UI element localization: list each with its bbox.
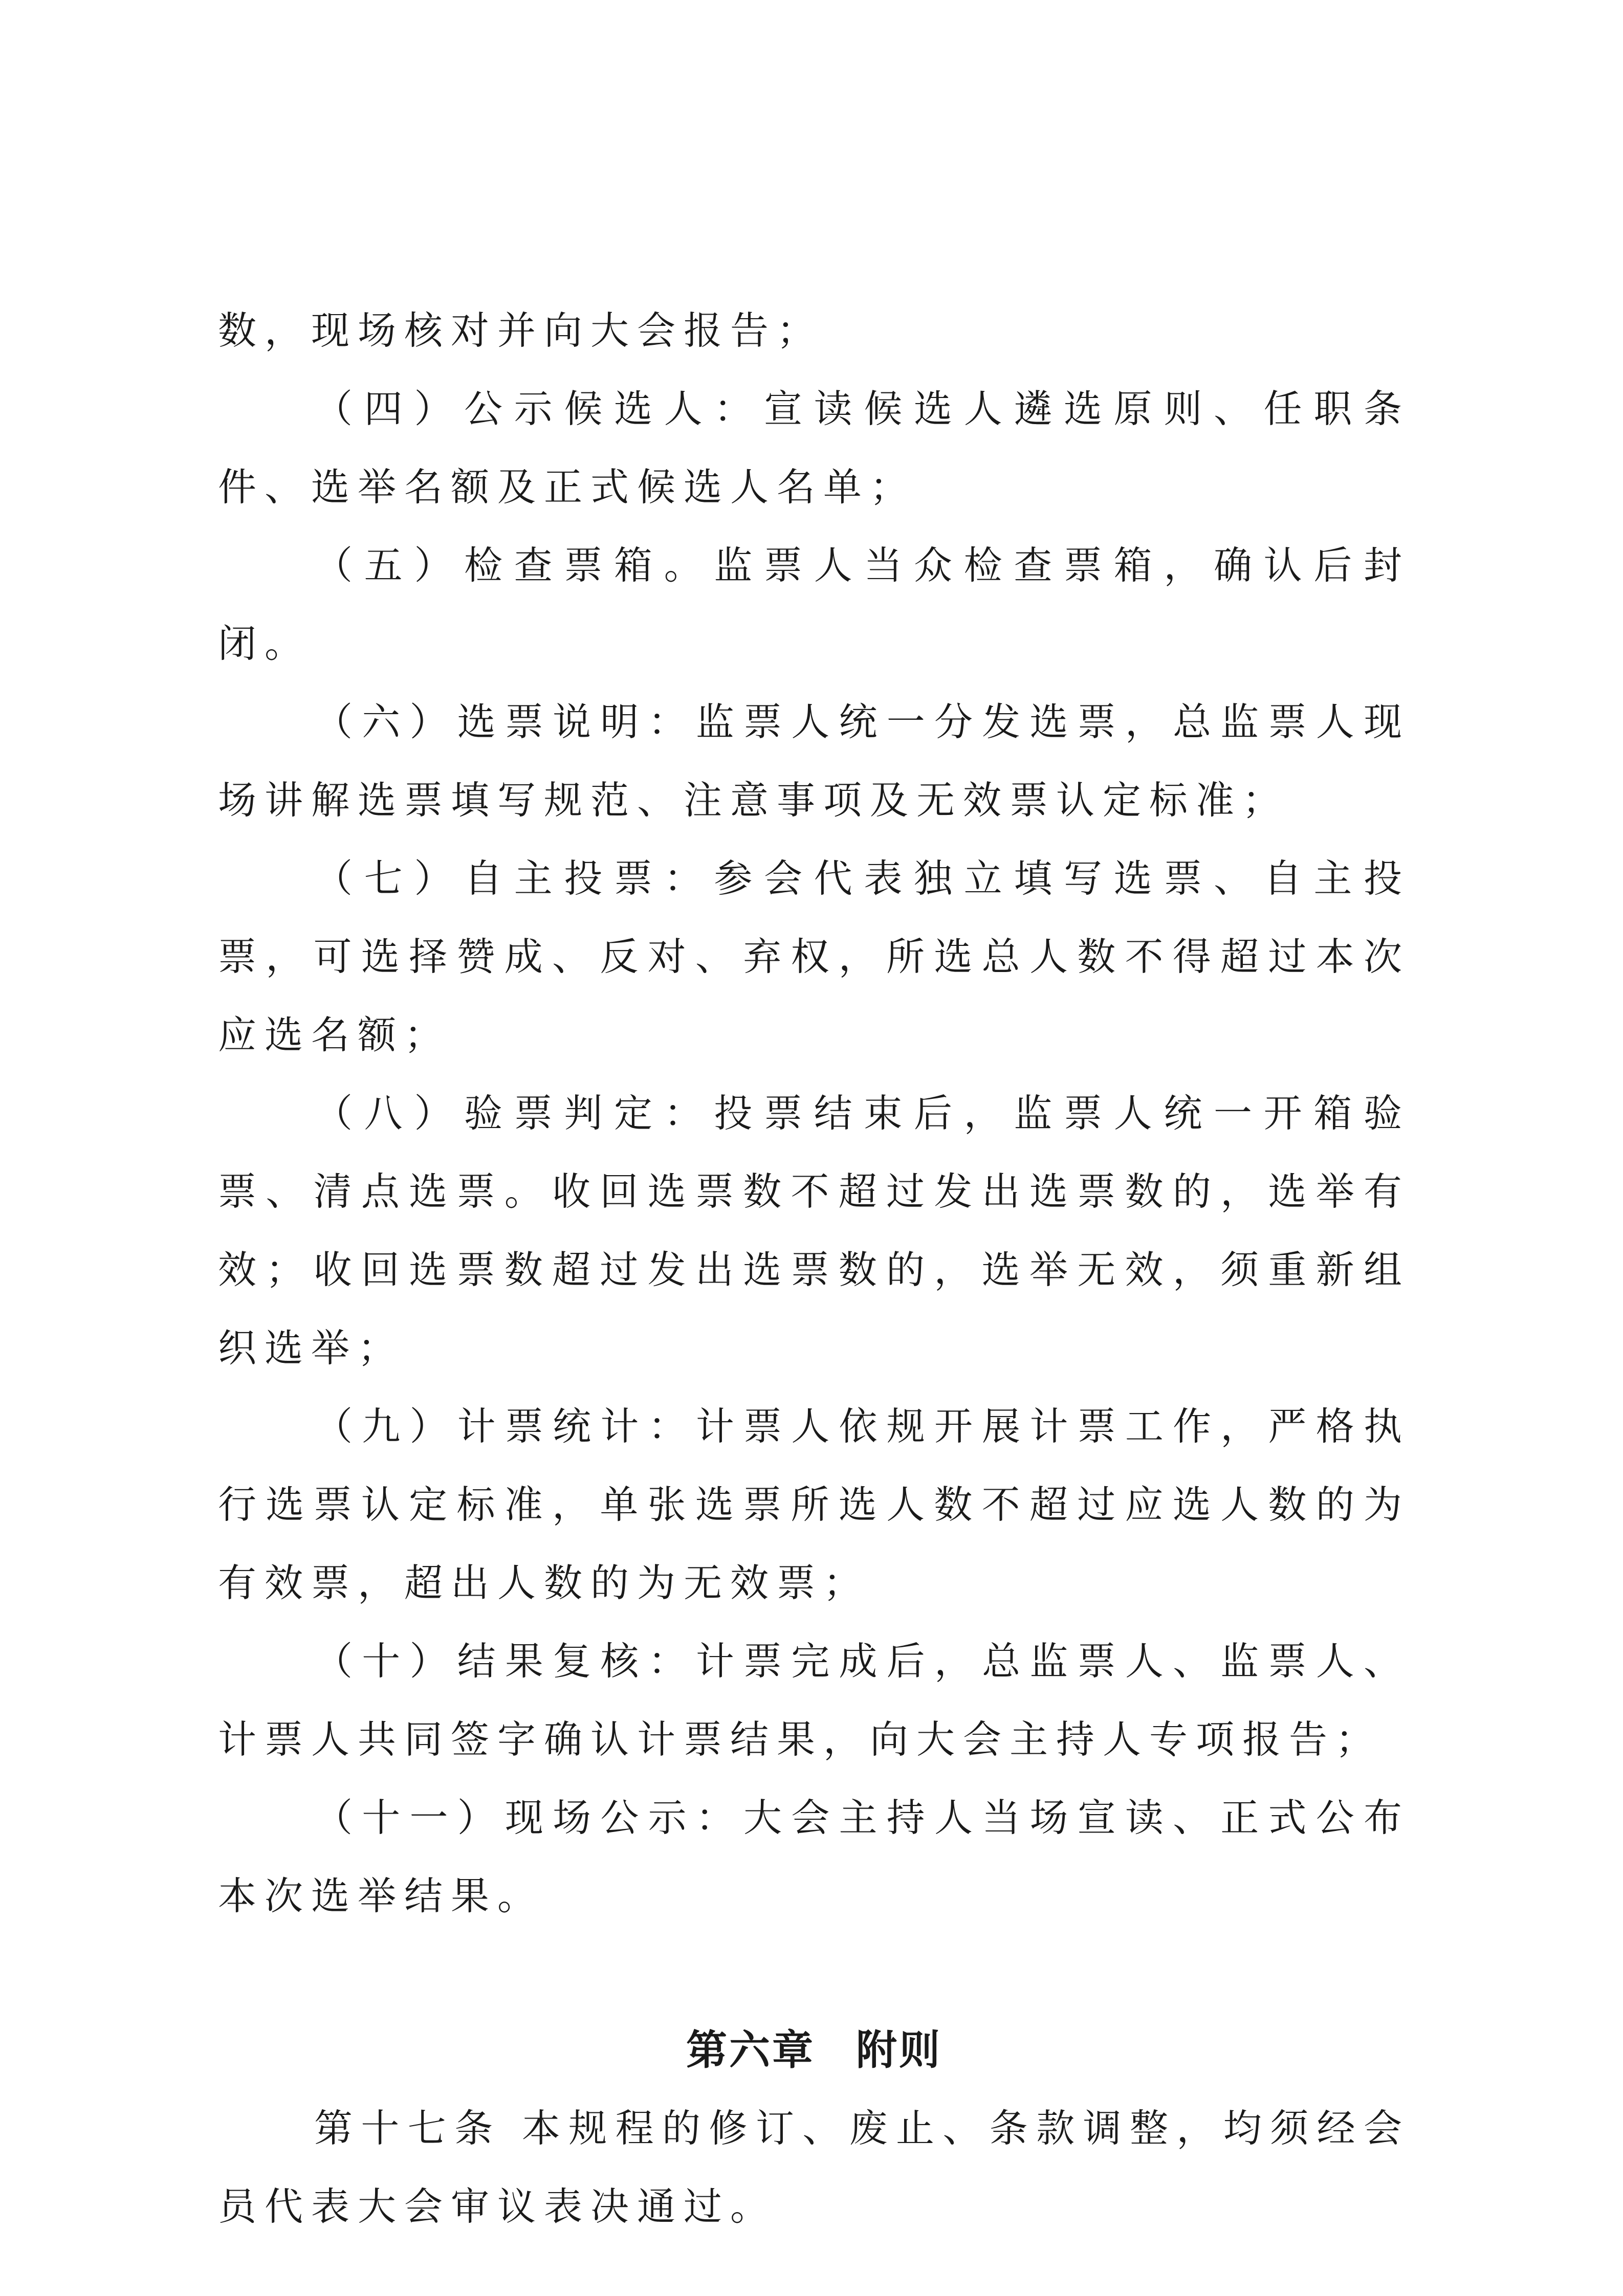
- article-17: 第十七条 本规程的修订、废止、条款调整，均须经会员代表大会审议表决通过。: [218, 2106, 1410, 2229]
- paragraph-item-9: （九）计票统计：计票人依规开展计票工作，严格执行选票认定标准，单张选票所选人数不超过应选人数的为有效票，超出人数的为无效票；: [218, 1404, 1410, 1605]
- chapter-heading: [218, 2011, 1410, 2089]
- document-page: [218, 292, 1410, 2246]
- paragraph-item-6: （六）选票说明：监票人统一分发选票，总监票人现场讲解选票填写规范、注意事项及无效票认定标准；: [218, 699, 1410, 823]
- paragraph-item-7: （七）自主投票：参会代表独立填写选票、自主投票，可选择赞成、反对、弃权，所选总人数不得超过本次应选名额；: [218, 856, 1410, 1057]
- paragraph-item-10: （十）结果复核：计票完成后，总监票人、监票人、计票人共同签字确认计票结果，向大会主持人专项报告；: [218, 1639, 1410, 1762]
- paragraph-item-5: （五）检查票箱。监票人当众检查票箱，确认后封闭。: [218, 543, 1410, 666]
- paragraph-item-4: （四）公示候选人：宣读候选人遴选原则、任职条件、选举名额及正式候选人名单；: [218, 386, 1410, 510]
- paragraph-item-11: （十一）现场公示：大会主持人当场宣读、正式公布本次选举结果。: [218, 1795, 1410, 1918]
- chapter-title: 附则: [856, 2026, 942, 2074]
- chapter-number: 第六章: [686, 2026, 815, 2074]
- paragraph-continuation: 数，现场核对并向大会报告；: [218, 308, 824, 353]
- paragraph-item-8: （八）验票判定：投票结束后，监票人统一开箱验票、清点选票。收回选票数不超过发出选票数的，选举有效；收回选票数超过发出选票数的，选举无效，须重新组织选举；: [218, 1091, 1410, 1371]
